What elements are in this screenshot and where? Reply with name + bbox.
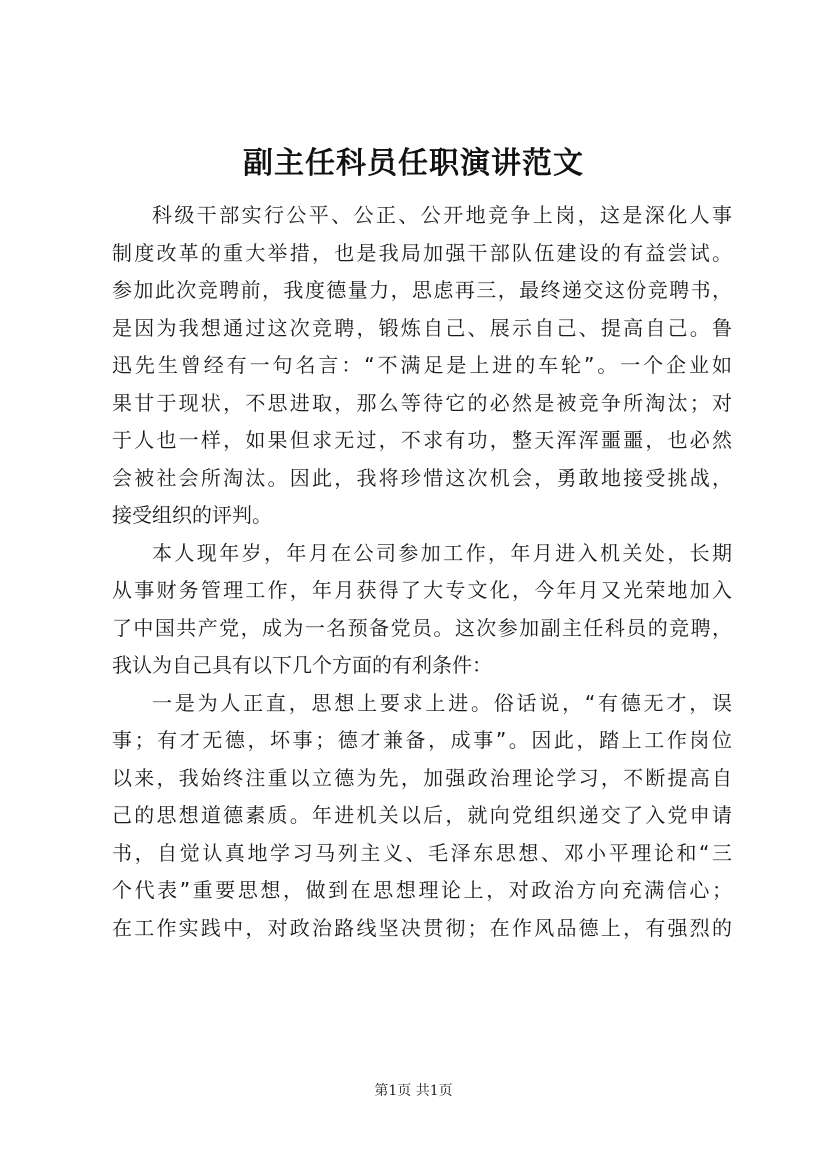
text-line: 个代表”重要思想，做到在思想理论上，对政治方向充满信心；	[112, 878, 732, 902]
page-footer: 第1页 共1页	[374, 1083, 453, 1099]
text-line: 接受组织的评判。	[112, 503, 272, 527]
text-line: 以来，我始终注重以立德为先，加强政治理论学习，不断提高自	[112, 765, 732, 790]
text-line: 是因为我想通过这次竞聘，锻炼自己、展示自己、提高自己。鲁	[112, 315, 732, 340]
text-line: 书，自觉认真地学习马列主义、毛泽东思想、邓小平理论和“三	[112, 840, 732, 865]
document-body	[112, 197, 732, 947]
document-title: 副主任科员任职演讲范文	[243, 146, 584, 181]
text-line: 本人现年岁，年月在公司参加工作，年月进入机关处，长期	[152, 540, 732, 565]
text-line: 一是为人正直，思想上要求上进。俗话说，“有德无才，误	[152, 690, 732, 715]
text-line: 迅先生曾经有一句名言：“不满足是上进的车轮”。一个企业如	[112, 353, 732, 377]
text-line: 己的思想道德素质。年进机关以后，就向党组织递交了入党申请	[112, 803, 732, 827]
text-line: 了中国共产党，成为一名预备党员。这次参加副主任科员的竞聘，	[112, 615, 732, 640]
text-line: 事；有才无德，坏事；德才兼备，成事”。因此，踏上工作岗位	[112, 728, 732, 752]
text-line: 我认为自己具有以下几个方面的有利条件：	[112, 653, 492, 677]
text-line: 制度改革的重大举措，也是我局加强干部队伍建设的有益尝试。	[112, 240, 732, 265]
text-line: 参加此次竞聘前，我度德量力，思虑再三，最终递交这份竞聘书，	[112, 278, 732, 302]
text-line: 在工作实践中，对政治路线坚决贯彻；在作风品德上，有强烈的	[112, 915, 732, 940]
text-line: 会被社会所淘汰。因此，我将珍惜这次机会，勇敢地接受挑战，	[112, 465, 732, 490]
text-line: 科级干部实行公平、公正、公开地竞争上岗，这是深化人事	[152, 203, 732, 227]
text-line: 从事财务管理工作，年月获得了大专文化，今年月又光荣地加入	[112, 578, 732, 602]
text-line: 果甘于现状，不思进取，那么等待它的必然是被竞争所淘汰；对	[112, 390, 732, 415]
text-line: 于人也一样，如果但求无过，不求有功，整天浑浑噩噩，也必然	[112, 428, 732, 452]
